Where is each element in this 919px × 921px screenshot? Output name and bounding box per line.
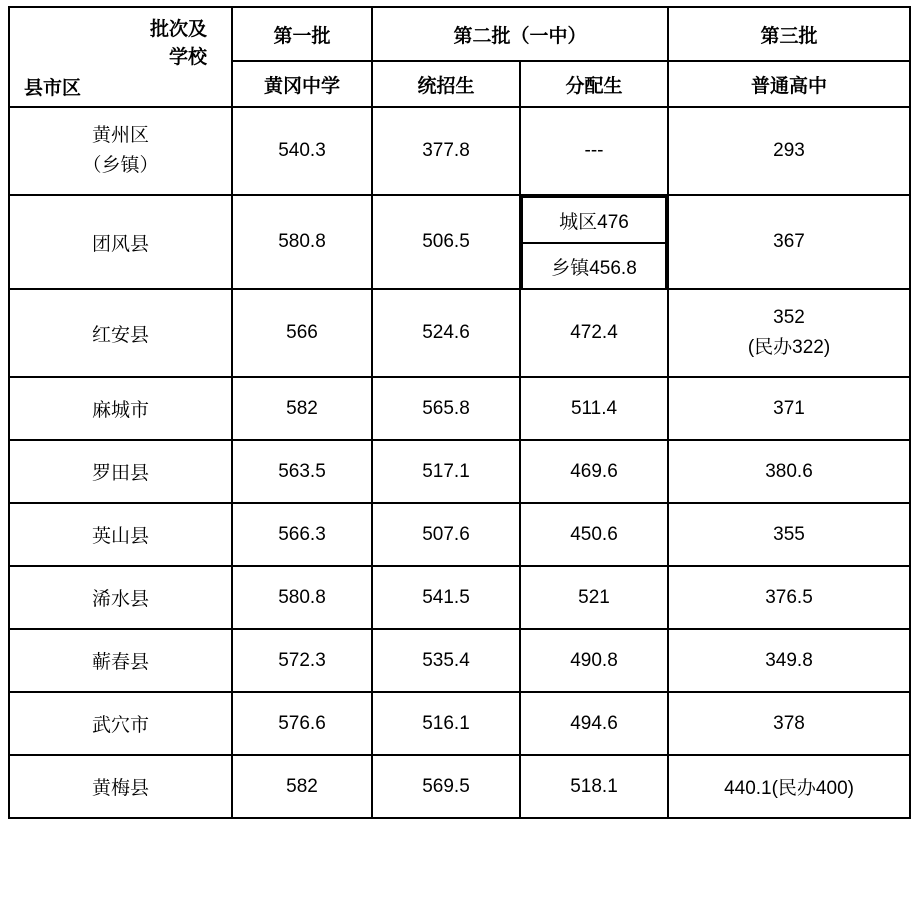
region-name: 武穴市	[9, 692, 232, 755]
score-batch3: 293	[668, 107, 910, 195]
score-batch3: 367	[668, 195, 910, 289]
table-row	[9, 692, 910, 755]
header-school-fenpei: 分配生	[520, 61, 668, 107]
score-tongzhao: 517.1	[372, 440, 520, 503]
table-header-row-batch	[9, 7, 910, 61]
region-name: 罗田县	[9, 440, 232, 503]
table-row	[9, 107, 910, 195]
region-name: 浠水县	[9, 566, 232, 629]
score-batch1: 540.3	[232, 107, 372, 195]
region-name: 蕲春县	[9, 629, 232, 692]
header-batch-2: 第二批（一中）	[372, 7, 668, 61]
score-batch3: 349.8	[668, 629, 910, 692]
score-fenpei: 469.6	[520, 440, 668, 503]
score-batch1: 576.6	[232, 692, 372, 755]
score-batch1: 566.3	[232, 503, 372, 566]
score-fenpei-split	[520, 195, 668, 289]
score-fenpei: 518.1	[520, 755, 668, 818]
score-batch1: 566	[232, 289, 372, 377]
region-name: 黄梅县	[9, 755, 232, 818]
header-corner-cell	[9, 7, 232, 107]
score-tongzhao: 506.5	[372, 195, 520, 289]
region-name: 团风县	[9, 195, 232, 289]
score-fenpei: 494.6	[520, 692, 668, 755]
corner-label-top: 批次及 学校	[149, 19, 207, 68]
score-batch3: 380.6	[668, 440, 910, 503]
region-name: 黄州区 （乡镇）	[9, 107, 232, 195]
table-row	[9, 289, 910, 377]
score-batch1: 563.5	[232, 440, 372, 503]
table-row	[9, 566, 910, 629]
score-batch1: 572.3	[232, 629, 372, 692]
score-fenpei-urban: 城区476	[522, 197, 666, 243]
score-fenpei-rural: 乡镇456.8	[522, 243, 666, 288]
score-tongzhao: 377.8	[372, 107, 520, 195]
score-fenpei: 450.6	[520, 503, 668, 566]
score-batch3: 440.1(民办400)	[668, 755, 910, 818]
score-fenpei: 521	[520, 566, 668, 629]
header-school-huanggang: 黄冈中学	[232, 61, 372, 107]
score-tongzhao: 524.6	[372, 289, 520, 377]
fenpei-split-table	[521, 196, 667, 288]
score-batch3: 352 (民办322)	[668, 289, 910, 377]
score-batch1: 580.8	[232, 566, 372, 629]
region-name: 麻城市	[9, 377, 232, 440]
table-row	[9, 755, 910, 818]
table-row	[9, 629, 910, 692]
score-batch1: 582	[232, 377, 372, 440]
score-tongzhao: 565.8	[372, 377, 520, 440]
score-batch3: 376.5	[668, 566, 910, 629]
header-school-putong: 普通高中	[668, 61, 910, 107]
table-row	[9, 440, 910, 503]
score-batch3: 378	[668, 692, 910, 755]
table-row	[9, 195, 910, 289]
corner-label-bottom: 县市区	[24, 78, 82, 99]
score-tongzhao: 535.4	[372, 629, 520, 692]
score-tongzhao: 507.6	[372, 503, 520, 566]
score-batch1: 580.8	[232, 195, 372, 289]
table-row	[9, 503, 910, 566]
score-fenpei: ---	[520, 107, 668, 195]
score-tongzhao: 516.1	[372, 692, 520, 755]
score-tongzhao: 541.5	[372, 566, 520, 629]
header-batch-1: 第一批	[232, 7, 372, 61]
score-fenpei: 511.4	[520, 377, 668, 440]
score-batch3: 355	[668, 503, 910, 566]
score-fenpei: 490.8	[520, 629, 668, 692]
score-batch1: 582	[232, 755, 372, 818]
region-name: 英山县	[9, 503, 232, 566]
admission-score-table	[8, 6, 911, 819]
table-row	[9, 377, 910, 440]
score-fenpei: 472.4	[520, 289, 668, 377]
score-batch3: 371	[668, 377, 910, 440]
region-name: 红安县	[9, 289, 232, 377]
header-school-tongzhao: 统招生	[372, 61, 520, 107]
score-tongzhao: 569.5	[372, 755, 520, 818]
header-batch-3: 第三批	[668, 7, 910, 61]
